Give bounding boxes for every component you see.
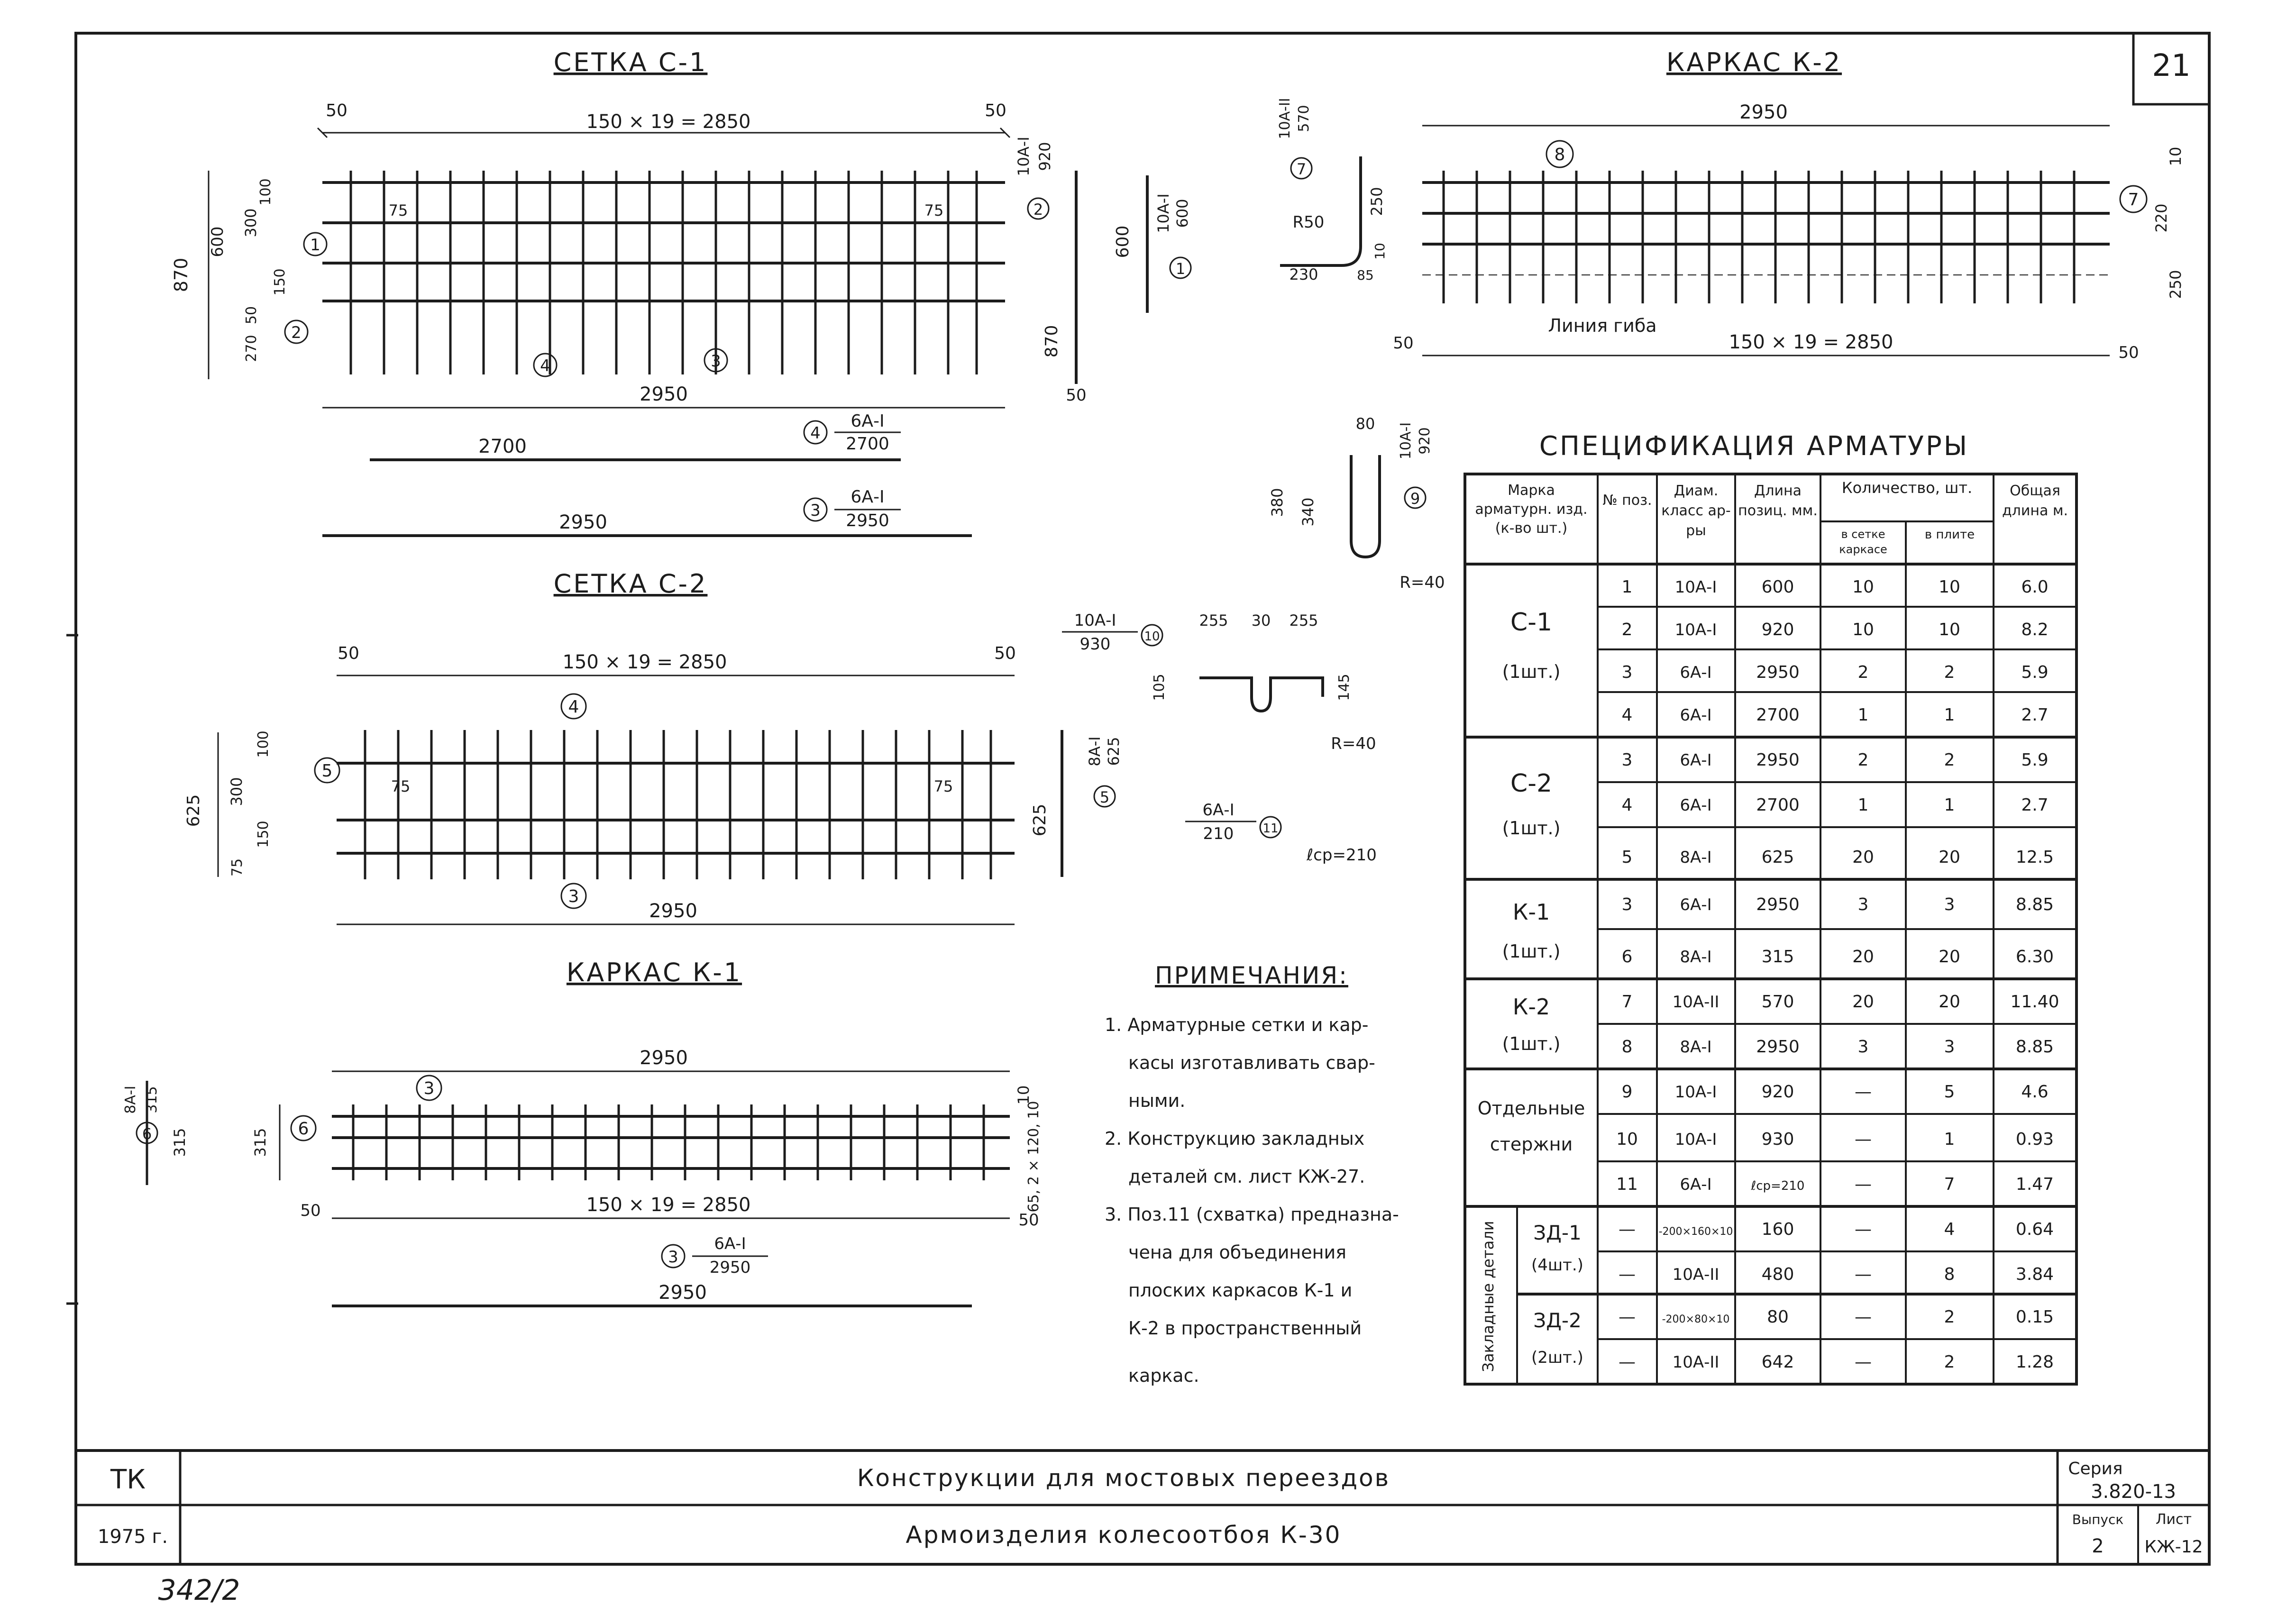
mesh-c1-dim-top-right: 50 [985, 101, 1006, 120]
frame-k1-title: КАРКАС К-1 [566, 958, 742, 987]
spec-cell-length: 600 [1761, 577, 1794, 597]
mesh-c1-dim-870: 870 [171, 257, 192, 292]
spec-cell-qty-mesh: — [1855, 1352, 1872, 1372]
bar9-pos: 9 [1410, 490, 1420, 508]
spec-cell-qty-slab: 2 [1944, 1307, 1955, 1327]
spec-cell-qty-slab: 20 [1939, 848, 1960, 867]
mesh-c2-pos3: 3 [568, 887, 579, 906]
mesh-c2-cross-bars [365, 730, 991, 879]
bar9-dim-380: 380 [1268, 488, 1286, 517]
title-block [76, 1451, 2209, 1564]
spec-cell-qty-slab: 1 [1944, 705, 1955, 725]
frame-k1-dim-side: 10 [1015, 1085, 1033, 1105]
mesh-c2-dim-100: 100 [255, 730, 272, 758]
spec-cell-qty-slab: 10 [1939, 577, 1960, 597]
mesh-c2-dim-top: 150 × 19 = 2850 [562, 651, 727, 673]
spec-mark: С-1 [1510, 608, 1553, 637]
spec-cell-length: 625 [1761, 848, 1794, 867]
spec-cell-total: 12.5 [2015, 848, 2054, 867]
title-block-sheet-label: Лист [2155, 1511, 2192, 1528]
frame-k1-bar6-label: 8А-I [122, 1086, 139, 1114]
title-block-year: 1975 г. [97, 1526, 168, 1548]
note-line: 2. Конструкцию закладных [1105, 1128, 1365, 1149]
spec-cell-diam: 10А-I [1674, 1083, 1717, 1102]
spec-cell-total: 8.2 [2021, 620, 2049, 639]
mesh-c1-dim-75-right: 75 [924, 201, 944, 219]
spec-cell-length: 642 [1761, 1352, 1794, 1372]
mesh-c1-dim-150: 150 [272, 268, 288, 296]
mesh-c1-pos3: 3 [711, 352, 721, 371]
mesh-c1-bar1-label: 10А-I [1154, 193, 1172, 233]
title-block-series-label: Серия [2068, 1459, 2123, 1478]
frame-k2-dim-220: 220 [2152, 203, 2170, 233]
bar7-label: 10А-II [1277, 98, 1293, 139]
spec-cell-qty-mesh: 2 [1857, 750, 1869, 770]
spec-cell-total: 5.9 [2021, 750, 2049, 770]
spec-cell-pos: — [1619, 1307, 1636, 1327]
spec-header-length: Длина позиц. мм. [1738, 483, 1818, 519]
note-line: 1. Арматурные сетки и кар- [1105, 1014, 1369, 1035]
mesh-c1-bar1-pos: 1 [1175, 260, 1186, 278]
frame-k1-bar6-height: 315 [171, 1128, 189, 1157]
note-line: каркас. [1128, 1365, 1199, 1386]
bar10-shape [1199, 678, 1323, 711]
spec-cell-total: 0.93 [2015, 1130, 2054, 1149]
spec-cell-qty-mesh: 3 [1857, 895, 1869, 914]
mesh-c1-bar3-pos: 3 [810, 501, 821, 520]
spec-cell-diam: 10А-I [1674, 578, 1717, 597]
spec-cell-qty-mesh: 20 [1852, 947, 1874, 967]
frame-k2-dim-total: 2950 [1739, 101, 1788, 123]
spec-cell-pos: 3 [1621, 750, 1633, 770]
spec-cell-length: 315 [1761, 947, 1794, 967]
spec-mark: К-1 [1512, 899, 1550, 925]
spec-cell-pos: 11 [1616, 1175, 1638, 1194]
spec-cell-diam: 6А-I [1680, 751, 1712, 770]
frame-k2 [1277, 47, 2185, 362]
frame-k2-dim-right: 50 [2118, 343, 2139, 362]
bar11-pos: 11 [1262, 821, 1279, 836]
spec-cell-qty-mesh: — [1855, 1220, 1872, 1239]
mesh-c1-bar2-label: 10А-I [1015, 137, 1033, 176]
spec-cell-pos: — [1619, 1265, 1636, 1284]
frame-k1-dim-bottom: 150 × 19 = 2850 [586, 1194, 751, 1216]
bar10-dim-105: 105 [1151, 674, 1168, 701]
mesh-c1-dim-100: 100 [257, 178, 274, 206]
spec-header-qty: Количество, шт. [1841, 479, 1973, 497]
spec-mark: С-2 [1510, 769, 1553, 798]
spec-cell-qty-mesh: 1 [1857, 705, 1869, 725]
mesh-c2 [184, 569, 1123, 924]
mesh-c2-dim-300: 300 [228, 777, 246, 806]
spec-count: (1шт.) [1502, 1033, 1561, 1054]
spec-cell-diam: 8А-I [1680, 848, 1712, 867]
spec-cell-diam: 6А-I [1680, 663, 1712, 682]
spec-header-diam: Диам. класс ар-ры [1661, 483, 1731, 539]
note-line: чена для объединения [1128, 1242, 1347, 1263]
frame-k1 [122, 958, 1042, 1306]
note-line: 3. Поз.11 (схватка) предназна- [1105, 1204, 1399, 1225]
spec-cell-pos: 4 [1621, 795, 1633, 815]
note-line: каcы изготавливать свар- [1128, 1052, 1375, 1073]
spec-cell-length: 2950 [1756, 895, 1800, 914]
bar7-radius: R50 [1292, 213, 1325, 232]
bar10-dim-30: 30 [1251, 611, 1271, 630]
mesh-c1-dim-75-left: 75 [388, 201, 408, 219]
spec-count: (1шт.) [1502, 661, 1561, 682]
frame-k1-longitudinal-bars [332, 1116, 1010, 1168]
mesh-c1-bar4-pos: 4 [810, 424, 821, 443]
spec-mark: ЗД-1 [1533, 1221, 1582, 1244]
frame-k2-dim-bottom: 150 × 19 = 2850 [1729, 331, 1894, 353]
mesh-c1-bar4-label: 6А-I [851, 411, 885, 431]
spec-count: (4шт.) [1531, 1256, 1583, 1275]
mesh-c2-bar5-height: 625 [1030, 803, 1050, 837]
mesh-c1-bar4-dim: 2700 [478, 436, 527, 457]
mesh-c1-bar2-bottom: 50 [1066, 386, 1087, 405]
bar7-length: 570 [1296, 105, 1312, 132]
spec-title: СПЕЦИФИКАЦИЯ АРМАТУРЫ [1539, 431, 1969, 462]
mesh-c1-bar4-length: 2700 [846, 434, 889, 454]
spec-cell-length: 2950 [1756, 1037, 1800, 1057]
spec-cell-qty-mesh: 20 [1852, 848, 1874, 867]
spec-mark: ЗД-2 [1533, 1309, 1582, 1332]
spec-cell-total: 0.64 [2015, 1220, 2054, 1239]
mesh-c2-bar5-length: 625 [1105, 737, 1123, 766]
spec-cell-length: 2950 [1756, 750, 1800, 770]
frame-k2-title: КАРКАС К-2 [1666, 47, 1842, 77]
mesh-c2-bar5-pos: 5 [1099, 788, 1110, 806]
spec-cell-length: 80 [1767, 1307, 1789, 1327]
spec-cell-qty-slab: 4 [1944, 1220, 1955, 1239]
mesh-c1-title: СЕТКА С-1 [553, 47, 708, 77]
mesh-c2-dim-75: 75 [229, 858, 246, 877]
bar11-lcp: ℓср=210 [1307, 846, 1377, 865]
title-block-sheet-value: КЖ-12 [2144, 1537, 2203, 1557]
bar10-pos: 10 [1144, 630, 1160, 644]
note-line: ными. [1128, 1090, 1186, 1111]
spec-header-mark: Марка арматурн. изд. (к-во шт.) [1475, 482, 1588, 537]
mesh-c2-dim-top-right: 50 [994, 644, 1016, 663]
mesh-c1-bar2-length: 920 [1036, 142, 1054, 171]
title-block-line2: Армоизделия колесоотбоя К-30 [906, 1521, 1342, 1549]
frame-k1-bar3-length: 2950 [709, 1258, 751, 1277]
spec-cell-total: 5.9 [2021, 663, 2049, 682]
mesh-c1-pos4: 4 [540, 356, 550, 375]
spec-cell-qty-slab: 1 [1944, 1130, 1955, 1149]
frame-k2-dim-left: 50 [1393, 334, 1414, 353]
spec-cell-length: 920 [1761, 1082, 1794, 1102]
mesh-c2-dim-75-right: 75 [933, 777, 953, 795]
spec-count: (1шт.) [1502, 941, 1561, 962]
spec-cell-total: 1.47 [2015, 1175, 2054, 1194]
spec-cell-qty-mesh: 10 [1852, 577, 1874, 597]
spec-cell-diam: 8А-I [1680, 1038, 1712, 1057]
spec-header-qty-in-mesh: в сетке каркасе [1839, 528, 1887, 556]
spec-cell-qty-mesh: 20 [1852, 992, 1874, 1012]
title-block-issue-label: Выпуск [2072, 1512, 2124, 1527]
spec-cell-diam: 10А-II [1672, 1265, 1720, 1284]
spec-mark-separate: Отдельные стержни [1477, 1098, 1585, 1155]
frame-k2-bend-line: Линия гиба [1548, 315, 1657, 336]
bar10-dim-145: 145 [1336, 674, 1353, 701]
bar10-length: 930 [1079, 635, 1111, 654]
spec-cell-diam: 10А-II [1672, 1353, 1720, 1372]
bar7-dim-230: 230 [1289, 265, 1318, 283]
mesh-c1-bar1-length: 600 [1173, 199, 1191, 228]
title-block-series-value: 3.820-13 [2091, 1481, 2176, 1503]
spec-cell-total: 2.7 [2021, 795, 2049, 815]
spec-cell-total: 1.28 [2015, 1352, 2054, 1372]
frame-k1-dim-total: 2950 [640, 1047, 688, 1069]
spec-cell-diam: -200×80×10 [1662, 1314, 1730, 1325]
spec-cell-diam: 10А-I [1674, 1130, 1717, 1149]
frame-k1-bar3-pos: 3 [668, 1248, 678, 1267]
spec-cell-pos: 5 [1621, 848, 1633, 867]
frame-k1-dim-right: 50 [1018, 1211, 1039, 1230]
mesh-c1-dim-top-left: 50 [326, 101, 348, 120]
spec-cell-length: 930 [1761, 1130, 1794, 1149]
spec-cell-pos: 3 [1621, 895, 1633, 914]
frame-k1-dim-stack: 65, 2 × 120, 10 [1025, 1101, 1042, 1213]
spec-cell-qty-slab: 3 [1944, 1037, 1955, 1057]
bar11-label: 6А-I [1202, 801, 1235, 820]
spec-cell-total: 6.0 [2021, 577, 2049, 597]
frame-k1-bar3-dim: 2950 [659, 1282, 707, 1304]
mesh-c1-bar3-dim: 2950 [559, 511, 607, 533]
spec-cell-qty-slab: 7 [1944, 1175, 1955, 1194]
bar10-dim-255b: 255 [1289, 611, 1318, 630]
note-line: плоских каркасов К-1 и [1128, 1280, 1353, 1301]
mesh-c1-dim-total: 2950 [640, 383, 688, 405]
title-block-org: ТК [110, 1464, 146, 1495]
spec-cell-pos: 1 [1621, 577, 1633, 597]
bar11-length: 210 [1203, 824, 1234, 843]
bar9-radius: R=40 [1400, 573, 1445, 592]
spec-count: (2шт.) [1531, 1348, 1583, 1367]
spec-cell-qty-mesh: 1 [1857, 795, 1869, 815]
frame-k1-bar3-label: 6А-I [714, 1234, 746, 1253]
mesh-c2-pos4: 4 [568, 697, 579, 717]
bar7-pos: 7 [1296, 160, 1307, 178]
frame-k2-verticals [1444, 171, 2074, 303]
spec-cell-length: 920 [1761, 620, 1794, 639]
spec-cell-length: 2700 [1756, 705, 1800, 725]
frame-k1-dim-315: 315 [251, 1128, 269, 1157]
spec-cell-qty-mesh: — [1855, 1082, 1872, 1102]
bar9-label: 10А-I [1398, 422, 1414, 460]
spec-cell-total: 0.15 [2015, 1307, 2054, 1327]
mesh-c1-bar3-label: 6А-I [851, 487, 885, 507]
mesh-c1-pos2: 2 [291, 323, 302, 342]
mesh-c1-bar2-height: 870 [1042, 325, 1061, 358]
spec-cell-diam: 6А-I [1680, 895, 1712, 914]
spec-cell-qty-slab: 20 [1939, 947, 1960, 967]
spec-cell-pos: 6 [1621, 947, 1633, 967]
spec-cell-qty-slab: 10 [1939, 620, 1960, 639]
mesh-c2-pos5: 5 [321, 761, 333, 781]
spec-header-total: Общая длина м. [2002, 483, 2068, 519]
frame-k2-dim-250: 250 [2167, 270, 2185, 299]
mesh-c1-bar3-length: 2950 [846, 511, 889, 530]
spec-cell-qty-slab: 2 [1944, 1352, 1955, 1372]
spec-cell-diam: 10А-I [1674, 620, 1717, 639]
mesh-c2-dim-75-left: 75 [391, 777, 411, 795]
frame-k1-dim-left: 50 [300, 1201, 321, 1220]
spec-cell-diam: 6А-I [1680, 706, 1712, 725]
spec-cell-qty-mesh: — [1855, 1175, 1872, 1194]
spec-cell-pos: 9 [1621, 1082, 1633, 1102]
title-block-line1: Конструкции для мостовых переездов [857, 1464, 1390, 1492]
spec-cell-qty-mesh: 3 [1857, 1037, 1869, 1057]
spec-cell-qty-slab: 20 [1939, 992, 1960, 1012]
mesh-c1-dim-600: 600 [208, 226, 227, 257]
bar10-radius: R=40 [1331, 734, 1376, 753]
spec-cell-total: 3.84 [2015, 1265, 2054, 1284]
spec-table [1465, 431, 2076, 1384]
spec-cell-pos: — [1619, 1352, 1636, 1372]
mesh-c2-dim-625: 625 [184, 794, 203, 827]
spec-cell-pos: — [1619, 1220, 1636, 1239]
spec-cell-length: 480 [1761, 1265, 1794, 1284]
spec-cell-qty-slab: 5 [1944, 1082, 1955, 1102]
mesh-c1-longitudinal-bars [322, 182, 1005, 301]
mesh-c1-dim-top: 150 × 19 = 2850 [586, 111, 751, 133]
bar9-dim-340: 340 [1299, 497, 1317, 527]
spec-cell-qty-slab: 8 [1944, 1265, 1955, 1284]
mesh-c1-dim-50: 50 [243, 306, 260, 325]
mesh-c1-bar1-height: 600 [1113, 225, 1133, 258]
bar9-length: 920 [1417, 427, 1433, 455]
mesh-c1 [171, 47, 1191, 536]
mesh-c1-pos1: 1 [310, 236, 320, 255]
spec-cell-length: 2700 [1756, 795, 1800, 815]
mesh-c1-dim-300: 300 [242, 208, 260, 237]
frame-k2-pos8: 8 [1554, 145, 1565, 164]
notes-title: ПРИМЕЧАНИЯ: [1155, 962, 1348, 989]
frame-k2-dim-10: 10 [2167, 146, 2185, 166]
bar7-dim-85: 85 [1357, 267, 1374, 283]
spec-cell-diam: 6А-I [1680, 1175, 1712, 1194]
frame-k1-pos6: 6 [298, 1119, 309, 1139]
spec-cell-qty-mesh: — [1855, 1307, 1872, 1327]
spec-header-qty-in-slab: в плите [1924, 528, 1975, 542]
frame-k2-pos7: 7 [2128, 190, 2139, 210]
spec-cell-qty-slab: 2 [1944, 750, 1955, 770]
spec-cell-qty-mesh: 10 [1852, 620, 1874, 639]
spec-cell-qty-mesh: — [1855, 1130, 1872, 1149]
spec-cell-qty-mesh: 2 [1857, 663, 1869, 682]
mesh-c2-dim-total: 2950 [649, 900, 697, 922]
page-number: 21 [2152, 48, 2191, 83]
spec-cell-total: 4.6 [2021, 1082, 2049, 1102]
spec-cell-total: 11.40 [2010, 992, 2059, 1012]
mesh-c2-bar5-label: 8А-I [1086, 736, 1104, 766]
spec-cell-pos: 3 [1621, 663, 1633, 682]
mesh-c2-longitudinal-bars [337, 763, 1015, 853]
mesh-c1-cross-bars [351, 171, 977, 374]
mesh-c2-title: СЕТКА С-2 [553, 569, 708, 599]
spec-cell-diam: 10А-II [1672, 993, 1720, 1012]
spec-cell-qty-slab: 3 [1944, 895, 1955, 914]
spec-embedded-side-label: Закладные детали [1479, 1221, 1497, 1372]
spec-cell-diam: -200×160×10 [1658, 1226, 1733, 1238]
notes [1105, 962, 1399, 1386]
spec-cell-qty-mesh: — [1855, 1265, 1872, 1284]
mesh-c2-dim-150: 150 [255, 821, 272, 848]
frame-k1-pos3: 3 [423, 1079, 435, 1098]
bar7-dim-250: 250 [1368, 187, 1386, 216]
mesh-c2-dim-top-left: 50 [338, 644, 359, 663]
spec-cell-diam: 8А-I [1680, 948, 1712, 967]
spec-cell-pos: 2 [1621, 620, 1633, 639]
spec-cell-total: 2.7 [2021, 705, 2049, 725]
bar10-dim-255a: 255 [1199, 611, 1228, 630]
spec-cell-length: 570 [1761, 992, 1794, 1012]
mesh-c1-bar2-pos: 2 [1033, 201, 1043, 219]
spec-cell-pos: 7 [1621, 992, 1633, 1012]
handwritten-note: 342/2 [158, 1574, 240, 1607]
title-block-issue-value: 2 [2092, 1535, 2104, 1557]
note-line: деталей см. лист КЖ-27. [1128, 1166, 1365, 1187]
spec-cell-total: 8.85 [2015, 895, 2054, 914]
spec-cell-qty-slab: 1 [1944, 795, 1955, 815]
spec-cell-total: 8.85 [2015, 1037, 2054, 1057]
bar7-dim-10: 10 [1372, 243, 1388, 260]
spec-cell-total: 6.30 [2015, 947, 2054, 967]
spec-cell-length: 160 [1761, 1220, 1794, 1239]
frame-k1-bar6-pos: 6 [142, 1125, 152, 1143]
spec-cell-qty-slab: 2 [1944, 663, 1955, 682]
spec-cell-length: 2950 [1756, 663, 1800, 682]
bar9-shape [1351, 455, 1380, 557]
frame-k1-bar6-length: 315 [144, 1086, 160, 1113]
spec-cell-length: ℓср=210 [1751, 1179, 1805, 1193]
spec-cell-pos: 8 [1621, 1037, 1633, 1057]
separate-bars [1062, 415, 1445, 865]
spec-mark: К-2 [1512, 994, 1550, 1020]
spec-cell-pos: 10 [1616, 1130, 1638, 1149]
spec-cell-pos: 4 [1621, 705, 1633, 725]
spec-header-pos: № поз. [1602, 492, 1652, 509]
bar10-label: 10А-I [1074, 611, 1116, 630]
spec-count: (1шт.) [1502, 818, 1561, 839]
bar9-dim-80: 80 [1355, 415, 1375, 433]
note-line: К-2 в пространственный [1128, 1318, 1362, 1339]
mesh-c1-dim-270: 270 [243, 335, 260, 362]
spec-cell-diam: 6А-I [1680, 796, 1712, 815]
